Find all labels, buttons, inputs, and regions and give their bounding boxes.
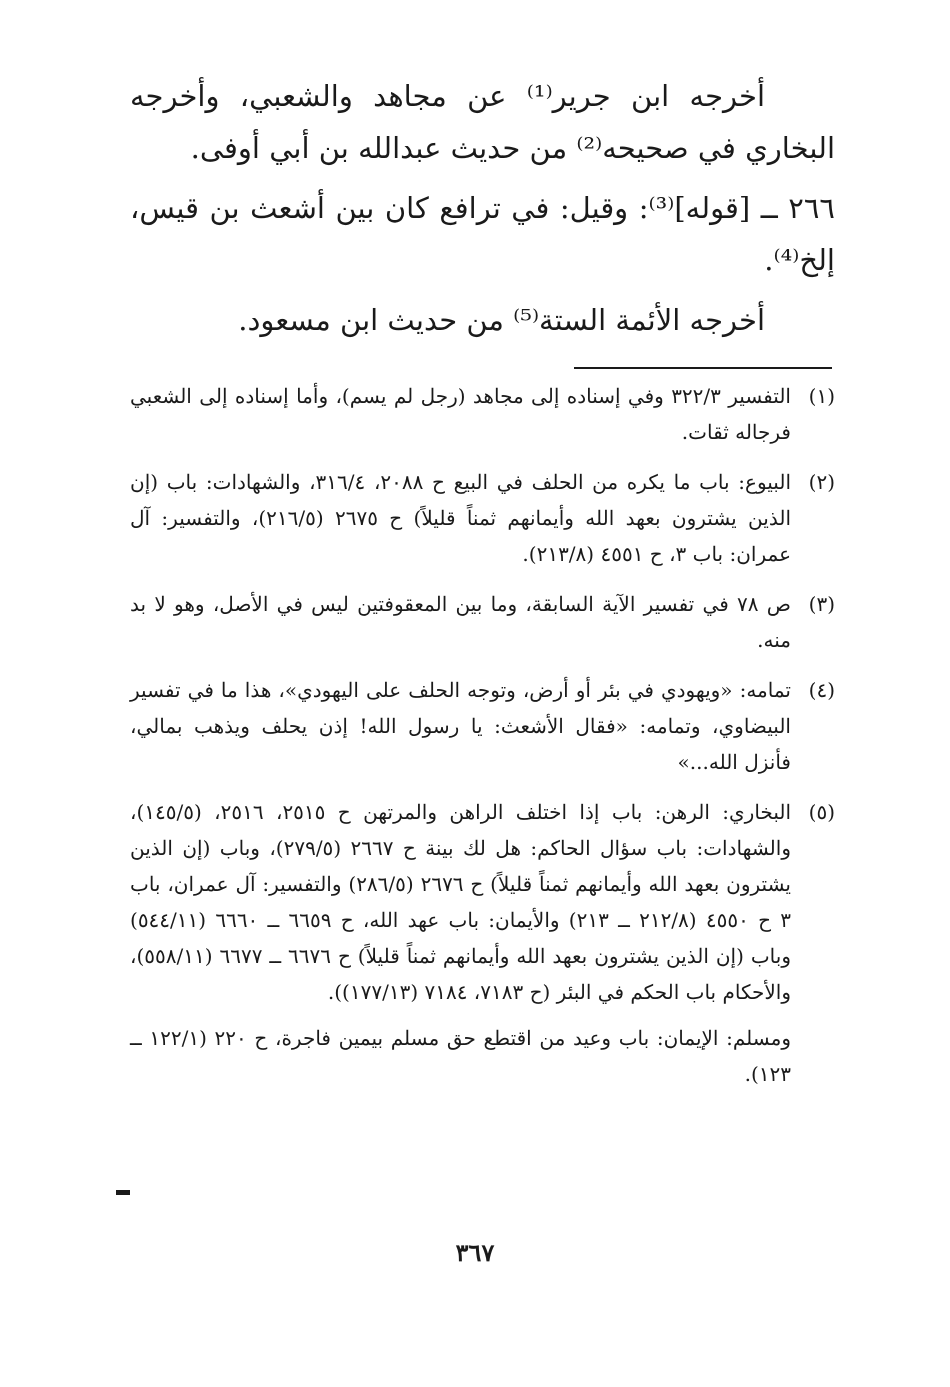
- footnote-2: [130, 464, 835, 572]
- footnote-text: ص ٧٨ في تفسير الآية السابقة، وما بين المعقوفتين ليس في الأصل، وهو لا بد منه.: [130, 592, 791, 652]
- footnote-text: البيوع: باب ما يكره من الحلف في البيع ح ٢٠٨٨، ٣١٦/٤، والشهادات: باب (إن الذين يشترون بعهد الله وأيمانهم ثمناً قليلاً) ح ٢٦٧٥ (٢١٦/٥)، والتفسير: آل عمران: باب ٣، ح ٤٥٥١ (٢١٣/٨).: [130, 470, 792, 566]
- footnote-text: البخاري: الرهن: باب إذا اختلف الراهن والمرتهن ح ٢٥١٥، ٢٥١٦، (١٤٥/٥)، والشهادات: باب سؤال الحاكم: هل لك بينة ح ٢٦٦٧ (٢٧٩/٥)، وباب (إن الذين يشترون بعهد الله وأيمانهم ثمناً قليلاً) ح ٢٦٧٦ (٢٨٦/٥) والتفسير: آل عمران، باب ٣ ح ٤٥٥٠ (٢١٢/٨ ــ ٢١٣) والأيمان: باب عهد الله، ح ٦٦٥٩ ــ ٦٦٦٠ (٥٤٤/١١) وباب (إن الذين يشترون بعهد الله وأيمانهم ثمناً قليلاً) ح ٦٦٧٦ ــ ٦٦٧٧ (٥٥٨/١١)، والأحكام باب الحكم في البئر (ح ٧١٨٣، ٧١٨٤ (١٧٧/١٣)).: [130, 800, 792, 1004]
- footnote-number: (١): [808, 384, 835, 408]
- footnote-number: (٢): [808, 470, 835, 494]
- footnote-text: تمامه: «ويهودي في بئر أو أرض، وتوجه الحلف على اليهودي»، هذا ما في تفسير البيضاوي، وتمامه: «فقال الأشعث: يا رسول الله! إذن يحلف ويذهب بمالي، فأنزل الله...»: [130, 678, 791, 774]
- footnote-number: (٣): [808, 592, 835, 616]
- paragraph-1: أخرجه ابن جرير⁽¹⁾ عن مجاهد والشعبي، وأخرجه البخاري في صحيحه⁽²⁾ من حديث عبدالله بن أبي أوفى.: [130, 79, 835, 165]
- footnote-separator: [574, 367, 832, 369]
- entry-266: ٢٦٦ ــ [قوله]⁽³⁾: وقيل: في ترافع كان بين أشعث بن قيس، إلخ⁽⁴⁾.: [130, 191, 835, 277]
- footnote-1: [130, 378, 835, 450]
- footnote-5: [130, 794, 835, 1010]
- footnote-number: (٥): [808, 800, 835, 824]
- footnotes: [130, 378, 835, 1092]
- footnote-3: [130, 586, 835, 658]
- footnote-4: [130, 672, 835, 780]
- paragraph-2: أخرجه الأئمة الستة⁽⁵⁾ من حديث ابن مسعود.: [238, 303, 765, 337]
- margin-marker: [116, 1190, 130, 1195]
- main-text: [130, 70, 835, 354]
- page-number: ٣٦٧: [455, 1238, 495, 1267]
- footnote-5-continuation: ومسلم: الإيمان: باب وعيد من اقتطع حق مسلم بيمين فاجرة، ح ٢٢٠ (١٢٢/١ ــ ١٢٣).: [130, 1026, 791, 1086]
- footnote-number: (٤): [808, 678, 835, 702]
- footnote-text: التفسير ٣٢٢/٣ وفي إسناده إلى مجاهد (رجل لم يسم)، وأما إسناده إلى الشعبي فرجاله ثقات.: [130, 384, 791, 444]
